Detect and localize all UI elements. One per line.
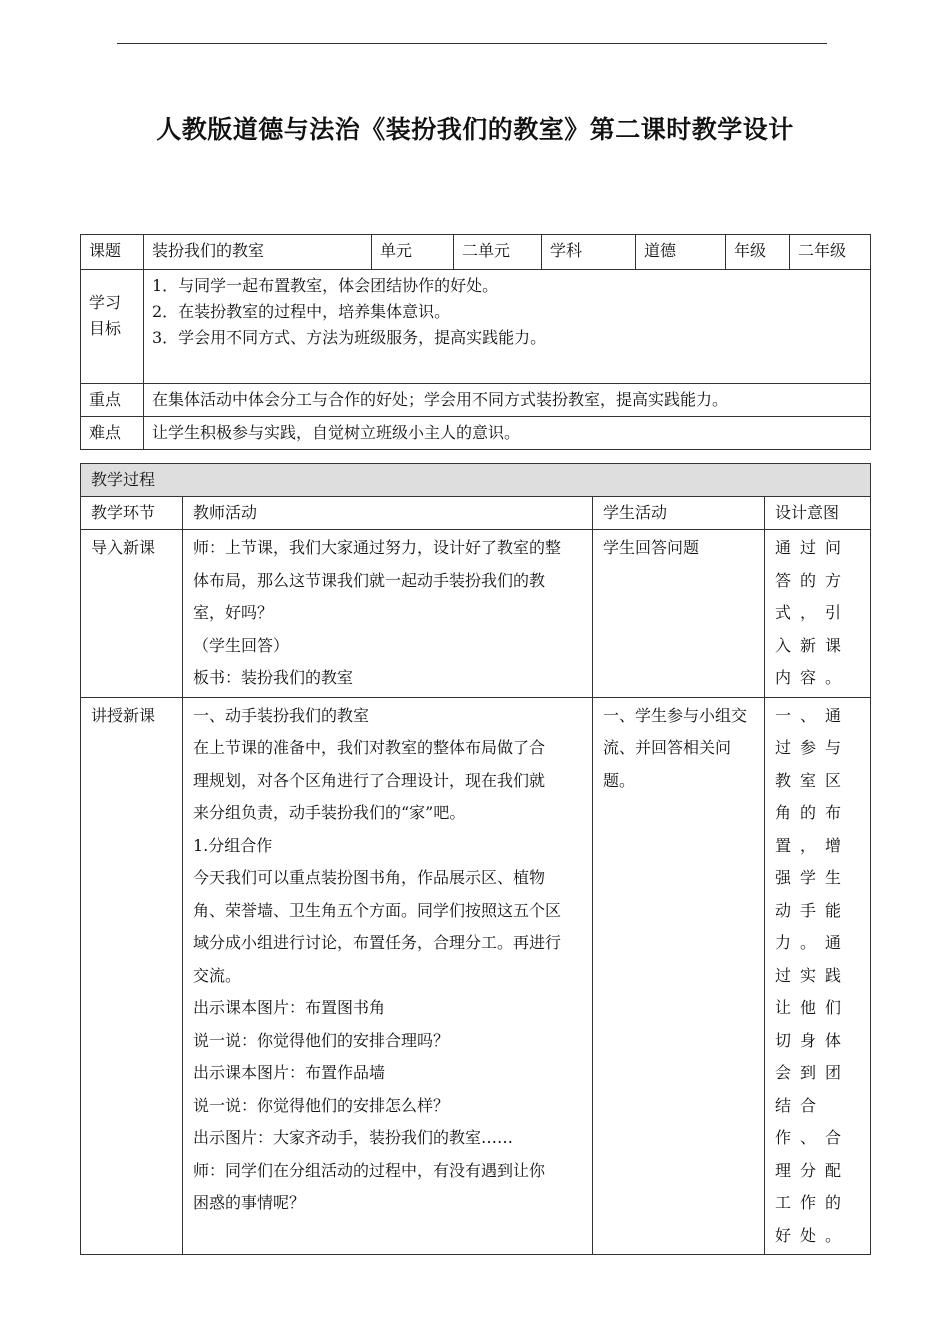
teacher-line: 在上节课的准备中，我们对教室的整体布局做了合: [193, 738, 546, 757]
student-activity: 一、学生参与小组交流、并回答相关问题。: [593, 697, 765, 1255]
teacher-line: 困惑的事情呢？: [193, 1193, 306, 1212]
header-rule: [117, 43, 827, 44]
unit-value: 二单元: [454, 235, 542, 270]
goals-list: [144, 270, 871, 384]
process-row-new-lesson: [81, 697, 871, 1255]
teacher-line: 体布局，那么这节课我们就一起动手装扮我们的教: [193, 570, 546, 590]
difficulty-value: 让学生积极参与实践，自觉树立班级小主人的意识。: [144, 417, 871, 450]
teacher-activity: [183, 697, 593, 1255]
topic-value: 装扮我们的教室: [144, 235, 372, 270]
process-header-row: [81, 497, 871, 530]
teacher-line: 师：同学们在分组活动的过程中，有没有遇到让你: [193, 1160, 546, 1180]
teacher-line: 理规划，对各个区角进行了合理设计，现在我们就: [193, 770, 546, 790]
unit-label: 单元: [372, 235, 454, 270]
teacher-line: 出示图片：大家齐动手，装扮我们的教室……: [193, 1128, 514, 1147]
header-student: 学生活动: [593, 497, 765, 530]
teacher-line: 出示课本图片：布置作品墙: [193, 1063, 386, 1082]
grade-value: 二年级: [790, 235, 871, 270]
teacher-line: 一、动手装扮我们的教室: [193, 705, 370, 725]
goals-label-line1: 学习: [89, 293, 122, 312]
teacher-line: （学生回答）: [193, 635, 290, 655]
goals-label-line2: 目标: [89, 319, 122, 338]
process-banner-row: [81, 464, 871, 497]
process-row-intro: [81, 530, 871, 698]
teacher-line: 1.分组合作: [193, 835, 273, 855]
process-banner: 教学过程: [81, 464, 871, 497]
difficulty-label: 难点: [81, 417, 144, 450]
info-row-topic: [81, 235, 871, 270]
header-stage: 教学环节: [81, 497, 183, 530]
teacher-line: 交流。: [193, 965, 242, 985]
teacher-line: 角、荣誉墙、卫生角五个方面。同学们按照这五个区: [193, 900, 562, 920]
goal-item: 2．在装扮教室的过程中，培养集体意识。: [152, 302, 451, 321]
stage-cell: 讲授新课: [81, 697, 183, 1255]
process-table: [80, 463, 871, 1255]
subject-label: 学科: [542, 235, 636, 270]
grade-label: 年级: [726, 235, 790, 270]
teacher-line: 师：上节课，我们大家通过努力，设计好了教室的整: [193, 538, 562, 557]
topic-label: 课题: [81, 235, 144, 270]
teacher-line: 说一说：你觉得他们的安排怎么样？: [193, 1095, 450, 1115]
info-row-difficulty: [81, 417, 871, 450]
goals-label: [81, 270, 144, 384]
design-intent: 通过问答的方式，引入新课内容。: [765, 530, 871, 698]
goal-item: 1．与同学一起布置教室，体会团结协作的好处。: [152, 276, 499, 295]
teacher-line: 域分成小组进行讨论，布置任务，合理分工。再进行: [193, 933, 562, 952]
design-intent: 一、通过参与教室区角的布置，增强学生动手能力。通过实践让他们切身体会到团结合作、合理分配工作的好处。: [765, 697, 871, 1255]
stage-cell: 导入新课: [81, 530, 183, 698]
document-title: 人教版道德与法治《装扮我们的教室》第二课时教学设计: [156, 115, 794, 144]
goal-item: 3．学会用不同方式、方法为班级服务，提高实践能力。: [152, 328, 547, 347]
info-table: [80, 234, 871, 450]
subject-value: 道德: [636, 235, 726, 270]
student-activity: 学生回答问题: [593, 530, 765, 698]
teacher-line: 说一说：你觉得他们的安排合理吗？: [193, 1030, 450, 1050]
info-row-goals: [81, 270, 871, 384]
teacher-line: 出示课本图片：布置图书角: [193, 998, 386, 1017]
teacher-activity: [183, 530, 593, 698]
teacher-line: 室，好吗？: [193, 603, 274, 622]
key-value: 在集体活动中体会分工与合作的好处；学会用不同方式装扮教室，提高实践能力。: [144, 384, 871, 417]
info-row-key: [81, 384, 871, 417]
header-intent: 设计意图: [765, 497, 871, 530]
header-teacher: 教师活动: [183, 497, 593, 530]
teacher-line: 板书：装扮我们的教室: [193, 668, 354, 687]
teacher-line: 今天我们可以重点装扮图书角，作品展示区、植物: [193, 868, 546, 887]
key-label: 重点: [81, 384, 144, 417]
teacher-line: 来分组负责，动手装扮我们的“家”吧。: [193, 803, 466, 822]
